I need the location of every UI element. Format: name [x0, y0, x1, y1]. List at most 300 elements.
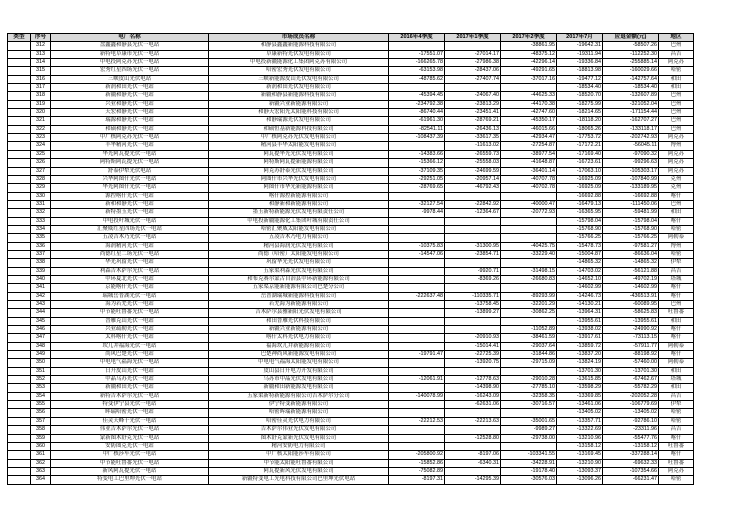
cell-2017jul: -13964.31 — [557, 309, 603, 317]
cell-region: 哈密 — [659, 476, 694, 484]
cell-refund: -13158.12 — [603, 442, 659, 450]
table-row — [8, 42, 694, 50]
cell-2017q2: -20772.93 — [501, 209, 557, 217]
cell-2017q2 — [501, 409, 557, 417]
cell-refund: -105303.17 — [603, 167, 659, 175]
cell-2017jul: -18520.70 — [557, 92, 603, 100]
cell-type — [8, 50, 31, 58]
cell-plant-name: 源控喀什光伏一电站 — [51, 192, 209, 200]
table-row — [8, 292, 694, 300]
cell-index: 342 — [31, 292, 51, 300]
cell-2017q1: -11613.02 — [445, 142, 501, 150]
cell-index: 322 — [31, 125, 51, 133]
cell-type — [8, 326, 31, 334]
cell-refund: -56121.88 — [603, 267, 659, 275]
cell-member-name: 巩留华光光伏发电有限公司 — [209, 259, 389, 267]
col-2017jul-header: 2017年7月 — [557, 34, 603, 42]
cell-index: 356 — [31, 409, 51, 417]
cell-2017q1 — [445, 225, 501, 233]
cell-2016q4 — [389, 326, 445, 334]
cell-2017jul: -13093.37 — [557, 467, 603, 475]
cell-2016q4: -9978.44 — [389, 209, 445, 217]
cell-2017jul: -15768.90 — [557, 225, 603, 233]
cell-refund: -16692.88 — [603, 192, 659, 200]
table-row — [8, 367, 694, 375]
cell-2017jul: -14130.21 — [557, 301, 603, 309]
cell-plant-name: 盘鑫鑫和静县光伏一电站 — [51, 42, 209, 50]
cell-refund: -58507.26 — [603, 42, 659, 50]
cell-2017q2 — [501, 284, 557, 292]
cell-2017q1 — [445, 442, 501, 450]
cell-refund: -92786.10 — [603, 417, 659, 425]
cell-refund: -111450.06 — [603, 200, 659, 208]
cell-2016q4 — [389, 225, 445, 233]
cell-2017jul: -14652.10 — [557, 275, 603, 283]
cell-plant-name: 佳灵天峰十光伏一电站 — [51, 417, 209, 425]
cell-2017jul: -17172.21 — [557, 142, 603, 150]
cell-2017q1: -46792.43 — [445, 184, 501, 192]
table-row — [8, 59, 694, 67]
cell-2017jul: -17063.10 — [557, 167, 603, 175]
cell-index: 331 — [31, 200, 51, 208]
cell-type — [8, 275, 31, 283]
cell-region: 阿克苏 — [659, 59, 694, 67]
cell-index: 312 — [31, 42, 51, 50]
cell-index: 360 — [31, 442, 51, 450]
cell-plant-name: 中电投阿克苏光伏一电站 — [51, 59, 209, 67]
cell-region: 吐鲁番 — [659, 442, 694, 450]
cell-refund: -133189.95 — [603, 184, 659, 192]
cell-index: 319 — [31, 100, 51, 108]
cell-refund: -14865.32 — [603, 259, 659, 267]
header-row — [8, 34, 694, 42]
cell-2016q4: -75082.89 — [389, 467, 445, 475]
cell-plant-name: 瑞城岳普湖光伏一电站 — [51, 292, 209, 300]
cell-refund: -202742.93 — [603, 134, 659, 142]
table-row — [8, 434, 694, 442]
cell-type — [8, 351, 31, 359]
cell-2017jul: -13322.69 — [557, 426, 603, 434]
cell-plant-name: 新特电阜康市光伏一电站 — [51, 50, 209, 58]
table-row — [8, 209, 694, 217]
cell-index: 359 — [31, 434, 51, 442]
cell-2017q1 — [445, 84, 501, 92]
cell-member-name: 新润和田光伏发电有限公司 — [209, 84, 389, 92]
cell-index: 355 — [31, 401, 51, 409]
cell-member-name: 五凌吉木乃电力有限公司 — [209, 234, 389, 242]
cell-2016q4: -29251.05 — [389, 175, 445, 183]
cell-2017q1: -28769.21 — [445, 117, 501, 125]
cell-member-name: 墨玉新特新能源光伏发电有限责任公司 — [209, 209, 389, 217]
cell-region: 喀什 — [659, 451, 694, 459]
cell-refund: -171154.44 — [603, 109, 659, 117]
cell-plant-name: 新风阿瓦提光伏一电站 — [51, 467, 209, 475]
cell-member-name: 哈密宏秀光伏发电有限公司 — [209, 67, 389, 75]
cell-2017q2 — [501, 317, 557, 325]
cell-2017q1: -13758.45 — [445, 301, 501, 309]
cell-2017q2: -37017.16 — [501, 75, 557, 83]
cell-type — [8, 159, 31, 167]
cell-2016q4: -61961.30 — [389, 117, 445, 125]
cell-member-name: 喀什源控新能源有限公司 — [209, 192, 389, 200]
table-row — [8, 309, 694, 317]
cell-2017q2: -32358.35 — [501, 392, 557, 400]
cell-index: 351 — [31, 367, 51, 375]
cell-type — [8, 451, 31, 459]
cell-region: 巴州 — [659, 100, 694, 108]
cell-refund: -337288.14 — [603, 451, 659, 459]
cell-index: 318 — [31, 92, 51, 100]
table-row — [8, 192, 694, 200]
refund-table — [7, 33, 694, 485]
cell-refund: -15798.04 — [603, 217, 659, 225]
cell-2017jul: -16365.95 — [557, 209, 603, 217]
cell-plant-name: 新疆和静光伏一电站 — [51, 92, 209, 100]
cell-2017jul: -13461.06 — [557, 401, 603, 409]
cell-type — [8, 100, 31, 108]
cell-region: 博州 — [659, 142, 694, 150]
cell-region: 巴州 — [659, 92, 694, 100]
table-row — [8, 351, 694, 359]
cell-refund: -18534.40 — [603, 84, 659, 92]
cell-index: 361 — [31, 451, 51, 459]
cell-refund: -107840.99 — [603, 175, 659, 183]
cell-type — [8, 192, 31, 200]
cell-index: 340 — [31, 275, 51, 283]
cell-member-name: 和静天宏阳光太阳能科技有限公司 — [209, 109, 389, 117]
cell-type — [8, 409, 31, 417]
cell-region: 塔城 — [659, 275, 694, 283]
cell-2017q1 — [445, 326, 501, 334]
cell-index: 347 — [31, 334, 51, 342]
cell-2017q1 — [445, 467, 501, 475]
cell-2016q4 — [389, 42, 445, 50]
cell-2016q4 — [389, 426, 445, 434]
cell-2017jul: -15766.25 — [557, 234, 603, 242]
cell-2017q2: -30716.57 — [501, 401, 557, 409]
cell-2017q1: -24067.40 — [445, 92, 501, 100]
cell-region: 喀什 — [659, 351, 694, 359]
cell-region: 阿克苏 — [659, 167, 694, 175]
cell-2017q2: -31844.86 — [501, 351, 557, 359]
cell-member-name: 伊宁特变新能源有限公司 — [209, 401, 389, 409]
cell-2016q4: -86740.44 — [389, 109, 445, 117]
cell-type — [8, 234, 31, 242]
cell-member-name: 尚德（哈密）太阳能发电有限公司 — [209, 250, 389, 258]
cell-2017q2: -35001.65 — [501, 417, 557, 425]
cell-type — [8, 367, 31, 375]
cell-2017q1: -15014.41 — [445, 342, 501, 350]
table-row — [8, 284, 694, 292]
cell-region: 哈密 — [659, 67, 694, 75]
cell-region: 克州 — [659, 184, 694, 192]
cell-2017q1: -22213.63 — [445, 417, 501, 425]
cell-2017q1 — [445, 259, 501, 267]
col-region-header: 地区 — [659, 34, 694, 42]
cell-plant-name: 中节能吐鲁番光伏一电站 — [51, 309, 209, 317]
cell-plant-name: 坎儿井福海光伏一电站 — [51, 342, 209, 350]
cell-2017q1 — [445, 42, 501, 50]
table-row — [8, 401, 694, 409]
cell-plant-name: 兴业疏勒光伏一电站 — [51, 326, 209, 334]
cell-2017q1: -13920.75 — [445, 359, 501, 367]
cell-2017q1 — [445, 234, 501, 242]
cell-2017q2: -103341.55 — [501, 451, 557, 459]
table-row — [8, 359, 694, 367]
cell-plant-name: 晖瑞哈密光伏一电站 — [51, 409, 209, 417]
cell-2017q2: -48375.12 — [501, 50, 557, 58]
cell-2017q2 — [501, 442, 557, 450]
cell-region: 吐鲁番 — [659, 459, 694, 467]
cell-refund: -142757.64 — [603, 75, 659, 83]
cell-2017jul: -18065.26 — [557, 125, 603, 133]
cell-index: 333 — [31, 217, 51, 225]
cell-region: 阿勒泰 — [659, 342, 694, 350]
cell-refund: -202052.28 — [603, 392, 659, 400]
cell-refund: -13701.30 — [603, 367, 659, 375]
cell-2017jul: -19311.94 — [557, 50, 603, 58]
table-row — [8, 442, 694, 450]
cell-refund: -436513.91 — [603, 292, 659, 300]
cell-index: 344 — [31, 309, 51, 317]
cell-2017q2: -44170.38 — [501, 100, 557, 108]
cell-2016q4: -14547.06 — [389, 250, 445, 258]
cell-2017q1: -12364.67 — [445, 209, 501, 217]
cell-2017q2: -29010.28 — [501, 376, 557, 384]
cell-refund: -57911.77 — [603, 342, 659, 350]
cell-refund: -69632.33 — [603, 459, 659, 467]
cell-2017q1: -23813.29 — [445, 100, 501, 108]
cell-2017jul: -13955.61 — [557, 317, 603, 325]
cell-plant-name: 舒泰伊犁光伏电站 — [51, 167, 209, 175]
cell-refund: -73113.15 — [603, 334, 659, 342]
cell-type — [8, 175, 31, 183]
cell-2017q1: -14295.39 — [445, 476, 501, 484]
cell-2017q1: -22842.92 — [445, 200, 501, 208]
cell-member-name: 新疆和静县新能源科技有限公司 — [209, 92, 389, 100]
cell-index: 336 — [31, 242, 51, 250]
cell-refund: -112252.30 — [603, 50, 659, 58]
cell-type — [8, 342, 31, 350]
cell-region: 和田 — [659, 317, 694, 325]
cell-plant-name: 尚德红星二场光伏一电站 — [51, 250, 209, 258]
cell-type — [8, 84, 31, 92]
cell-member-name: 五家渠京能新能源有限公司巴楚分公司 — [209, 284, 389, 292]
cell-2016q4: -22212.53 — [389, 417, 445, 425]
cell-refund: -66231.47 — [603, 476, 659, 484]
cell-type — [8, 125, 31, 133]
cell-index: 328 — [31, 175, 51, 183]
cell-2017jul: -13369.85 — [557, 392, 603, 400]
cell-2017jul: -13405.02 — [557, 409, 603, 417]
cell-member-name: 哈密晖瑞新能源有限公司 — [209, 409, 389, 417]
cell-type — [8, 292, 31, 300]
cell-index: 329 — [31, 184, 51, 192]
cell-plant-name: 特变电工巴里坤光伏一电站 — [51, 476, 209, 484]
cell-region: 和田 — [659, 84, 694, 92]
cell-2017jul: -19336.84 — [557, 59, 603, 67]
cell-member-name: 阜康新特光伏发电有限公司 — [209, 50, 389, 58]
cell-2017q1: -13899.27 — [445, 309, 501, 317]
cell-2017jul: -13598.29 — [557, 384, 603, 392]
cell-member-name: 新疆兴业新能源有限公司 — [209, 326, 389, 334]
cell-member-name: 新疆兴业新能源有限公司 — [209, 100, 389, 108]
cell-index: 332 — [31, 209, 51, 217]
cell-plant-name: 五凌吉木乃光伏一电站 — [51, 234, 209, 242]
cell-plant-name: 天宏和静光伏一电站 — [51, 109, 209, 117]
cell-2017q2: -36401.14 — [501, 167, 557, 175]
cell-2017jul: -14602.99 — [557, 284, 603, 292]
cell-member-name: 图木舒克蒙新光伏发电有限公司 — [209, 434, 389, 442]
cell-2017q2: -19178.40 — [501, 467, 557, 475]
cell-type — [8, 384, 31, 392]
cell-refund: -97090.32 — [603, 150, 659, 158]
cell-member-name: 中广核阿克苏光伏发电有限公司 — [209, 134, 389, 142]
cell-2017q2: -34228.91 — [501, 459, 557, 467]
cell-2016q4: -8197.31 — [389, 476, 445, 484]
cell-type — [8, 476, 31, 484]
cell-2016q4 — [389, 384, 445, 392]
cell-region: 阿勒泰 — [659, 359, 694, 367]
cell-2017q2: -40000.47 — [501, 200, 557, 208]
cell-refund: -99296.63 — [603, 159, 659, 167]
cell-2017q2: -38461.59 — [501, 334, 557, 342]
cell-2016q4: -205800.92 — [389, 451, 445, 459]
cell-2016q4 — [389, 309, 445, 317]
cell-type — [8, 117, 31, 125]
cell-refund: -255885.14 — [603, 59, 659, 67]
cell-2016q4: -166265.78 — [389, 59, 445, 67]
cell-region: 喀什 — [659, 292, 694, 300]
cell-member-name: 阿图什市兴华光伏发电有限公司 — [209, 175, 389, 183]
cell-refund: -106779.69 — [603, 401, 659, 409]
spreadsheet-page — [7, 33, 694, 485]
cell-plant-name: 丰华精河光伏一电站 — [51, 142, 209, 150]
table-row — [8, 242, 694, 250]
cell-2016q4 — [389, 342, 445, 350]
cell-2017q2: -46015.66 — [501, 125, 557, 133]
cell-2017q2: -29738.00 — [501, 434, 557, 442]
cell-type — [8, 301, 31, 309]
cell-2017jul: -14246.73 — [557, 292, 603, 300]
cell-plant-name: 中环夏北光伏一电站 — [51, 275, 209, 283]
cell-2017q2: -40707.78 — [501, 175, 557, 183]
cell-member-name: 哈密汇聚威太阳能发电有限公司 — [209, 225, 389, 233]
cell-plant-name: 海为若羌光伏一电站 — [51, 301, 209, 309]
cell-2017jul: -13615.85 — [557, 376, 603, 384]
cell-2017q1: -20910.93 — [445, 334, 501, 342]
cell-2017q1 — [445, 284, 501, 292]
cell-region: 喀什 — [659, 334, 694, 342]
cell-type — [8, 109, 31, 117]
cell-member-name: 中广核太阳能莎车有限公司 — [209, 451, 389, 459]
cell-index: 315 — [31, 67, 51, 75]
cell-refund: -133118.17 — [603, 125, 659, 133]
col-plant-name-header: 电厂名称 — [51, 34, 209, 42]
cell-index: 326 — [31, 159, 51, 167]
cell-type — [8, 67, 31, 75]
cell-refund: -67462.67 — [603, 376, 659, 384]
table-row — [8, 125, 694, 133]
cell-refund: -13955.61 — [603, 317, 659, 325]
cell-2016q4: -14383.66 — [389, 150, 445, 158]
cell-2017q1: -14398.90 — [445, 384, 501, 392]
cell-region: 哈密 — [659, 225, 694, 233]
cell-member-name: 若羌海为新能源有限公司 — [209, 301, 389, 309]
cell-2017q2: -29037.64 — [501, 342, 557, 350]
cell-refund: -13405.02 — [603, 409, 659, 417]
cell-plant-name: 尚风巴楚光伏一电站 — [51, 351, 209, 359]
cell-type — [8, 242, 31, 250]
cell-2017jul: -18534.40 — [557, 84, 603, 92]
cell-refund: -160029.66 — [603, 67, 659, 75]
cell-region: 吐鲁番 — [659, 309, 694, 317]
cell-type — [8, 250, 31, 258]
cell-index: 313 — [31, 50, 51, 58]
cell-refund: -107354.66 — [603, 467, 659, 475]
cell-2016q4 — [389, 409, 445, 417]
table-row — [8, 451, 694, 459]
cell-index: 364 — [31, 476, 51, 484]
cell-index: 345 — [31, 317, 51, 325]
table-row — [8, 342, 694, 350]
cell-index: 320 — [31, 109, 51, 117]
cell-2017q1 — [445, 426, 501, 434]
cell-member-name: 精河安防电力有限公司 — [209, 442, 389, 450]
cell-refund: -321052.04 — [603, 100, 659, 108]
table-row — [8, 142, 694, 150]
cell-index: 316 — [31, 75, 51, 83]
cell-2017q2: -11052.89 — [501, 326, 557, 334]
cell-2017q1: -24699.59 — [445, 167, 501, 175]
cell-2017jul: -16925.09 — [557, 175, 603, 183]
cell-member-name: 岳普湖瑞城新能源科技有限公司 — [209, 292, 389, 300]
table-row — [8, 275, 694, 283]
cell-2017q2: -38977.54 — [501, 150, 557, 158]
cell-member-name: 阿图什市华光新能源有限公司 — [209, 184, 389, 192]
cell-member-name: 吉木萨尔伟业光伏发电有限公司 — [209, 426, 389, 434]
table-row — [8, 175, 694, 183]
cell-type — [8, 459, 31, 467]
cell-member-name: 吉木萨尔县雅新阳光伏发电有限公司 — [209, 309, 389, 317]
table-row — [8, 159, 694, 167]
cell-index: 346 — [31, 326, 51, 334]
cell-2017q2: -42934.47 — [501, 134, 557, 142]
cell-region: 哈密 — [659, 250, 694, 258]
cell-2017q2 — [501, 234, 557, 242]
cell-region: 喀什 — [659, 434, 694, 442]
col-refund-header: 应退金额(元) — [603, 34, 659, 42]
cell-2016q4 — [389, 217, 445, 225]
cell-index: 324 — [31, 142, 51, 150]
cell-index: 348 — [31, 342, 51, 350]
cell-refund: -49702.19 — [603, 275, 659, 283]
cell-plant-name: 中晶乌苏光伏一电站 — [51, 376, 209, 384]
cell-region: 伊犁 — [659, 401, 694, 409]
cell-index: 363 — [31, 467, 51, 475]
cell-2017jul: -19642.31 — [557, 42, 603, 50]
cell-plant-name: 阿特斯阿瓦提光伏一电站 — [51, 159, 209, 167]
cell-2017q1: -22725.39 — [445, 351, 501, 359]
cell-2016q4 — [389, 192, 445, 200]
cell-index: 325 — [31, 150, 51, 158]
cell-region: 和田 — [659, 384, 694, 392]
cell-region: 阿勒泰 — [659, 234, 694, 242]
cell-index: 321 — [31, 117, 51, 125]
cell-type — [8, 309, 31, 317]
cell-refund: -56045.11 — [603, 142, 659, 150]
cell-type — [8, 442, 31, 450]
